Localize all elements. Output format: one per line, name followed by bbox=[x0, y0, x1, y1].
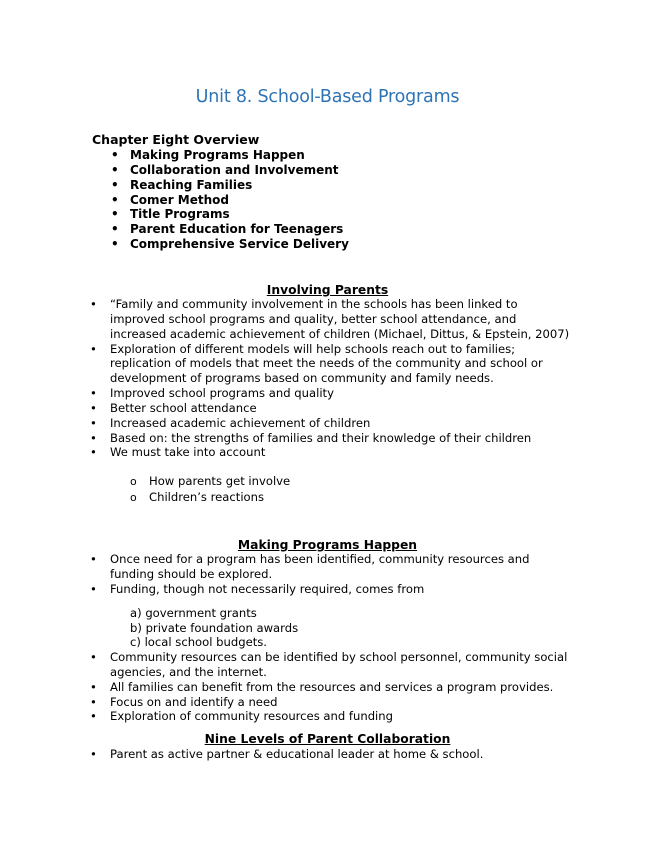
involving-parents-heading: Involving Parents bbox=[266, 283, 389, 297]
overview-item: • Comer Method bbox=[92, 193, 349, 208]
list-item: • “Family and community involvement in the schools has been linked to improved school programs and quality, better school attendance, and increased academic achievement of children (Michael, Dittus, & Epstein, 2007) bbox=[90, 297, 570, 342]
list-item: • Based on: the strengths of families and their knowledge of their children bbox=[90, 431, 570, 446]
overview-heading: Chapter Eight Overview bbox=[92, 132, 260, 147]
funding-source: a) government grants bbox=[130, 606, 257, 620]
nine-levels-heading: Nine Levels of Parent Collaboration bbox=[204, 732, 451, 746]
list-item: • We must take into account bbox=[90, 445, 570, 460]
sub-list-item: o Children’s reactions bbox=[130, 490, 290, 506]
document-title: Unit 8. School-Based Programs bbox=[195, 87, 460, 107]
sub-list-item: o How parents get involve bbox=[130, 474, 290, 490]
list-item: • Increased academic achievement of children bbox=[90, 416, 570, 431]
overview-item: • Making Programs Happen bbox=[92, 148, 349, 163]
making-programs-list-b bbox=[90, 650, 570, 724]
list-item: • Exploration of community resources and funding bbox=[90, 709, 570, 724]
list-item: • Funding, though not necessarily required, comes from bbox=[90, 582, 570, 597]
list-item: • Once need for a program has been identified, community resources and funding should be explored. bbox=[90, 552, 570, 582]
list-item: • Exploration of different models will help schools reach out to families; replication of models that meet the needs of the community and school or development of programs based on community and family needs. bbox=[90, 342, 570, 387]
involving-parents-list bbox=[90, 297, 570, 460]
list-item: • All families can benefit from the resources and services a program provides. bbox=[90, 680, 570, 695]
list-item: • Focus on and identify a need bbox=[90, 695, 570, 710]
funding-source: b) private foundation awards bbox=[130, 620, 299, 635]
overview-item: • Collaboration and Involvement bbox=[92, 163, 349, 178]
list-item: • Parent as active partner & educational leader at home & school. bbox=[90, 747, 570, 762]
nine-levels-list bbox=[90, 747, 570, 762]
overview-list bbox=[92, 148, 349, 252]
list-item: • Improved school programs and quality bbox=[90, 386, 570, 401]
funding-sources-list bbox=[130, 606, 298, 650]
involving-parents-sublist bbox=[130, 474, 290, 505]
list-item: • Community resources can be identified by school personnel, community social agencies, and the internet. bbox=[90, 650, 570, 680]
overview-item: • Reaching Families bbox=[92, 178, 349, 193]
overview-item: • Comprehensive Service Delivery bbox=[92, 237, 349, 252]
overview-item: • Parent Education for Teenagers bbox=[92, 222, 349, 237]
funding-source: c) local school budgets. bbox=[130, 635, 267, 650]
list-item: • Better school attendance bbox=[90, 401, 570, 416]
making-programs-heading: Making Programs Happen bbox=[237, 538, 418, 552]
making-programs-list-a bbox=[90, 552, 570, 597]
overview-item: • Title Programs bbox=[92, 207, 349, 222]
